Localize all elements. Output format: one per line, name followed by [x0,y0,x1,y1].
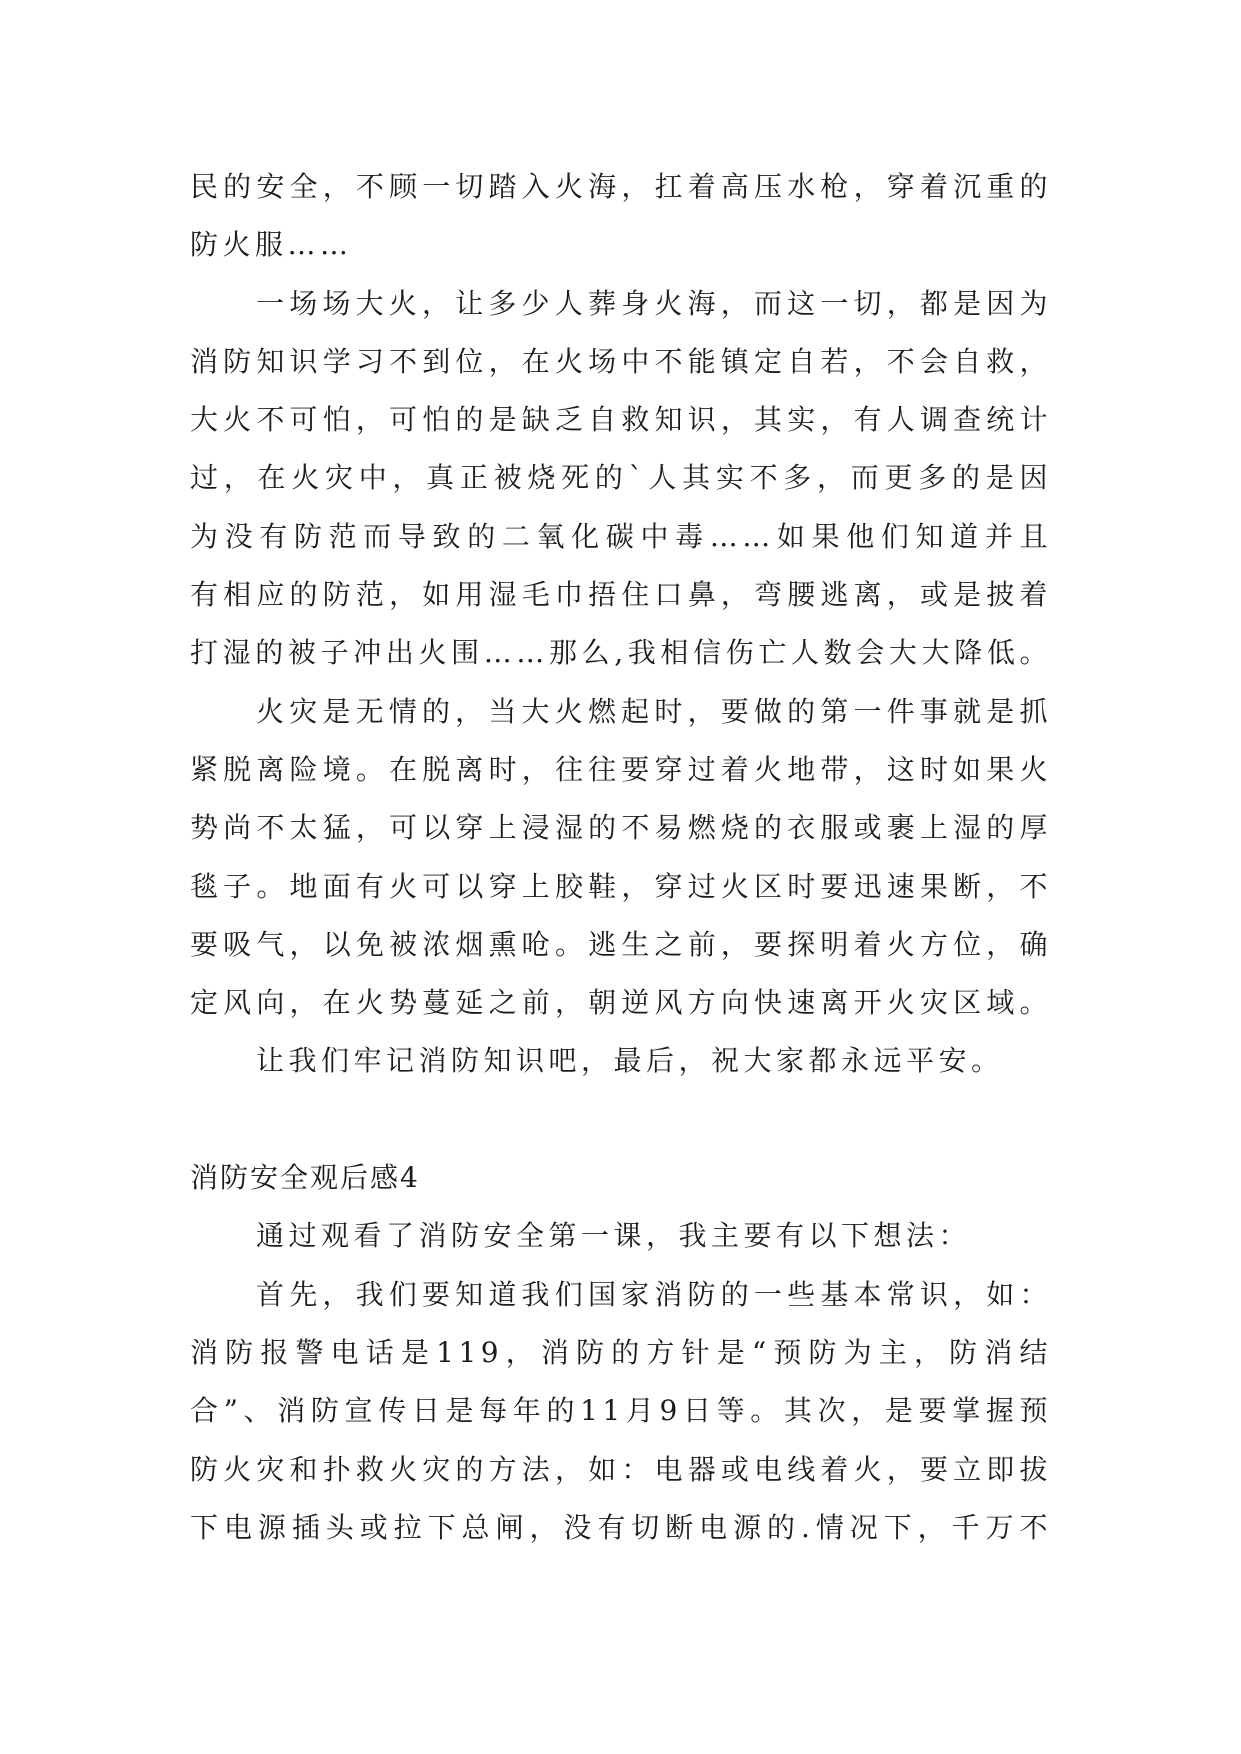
text-line: 毯子。地面有火可以穿上胶鞋，穿过火区时要迅速果断，不 [190,869,1052,903]
text-line: 定风向，在火势蔓延之前，朝逆风方向快速离开火灾区域。 [190,986,1052,1020]
text-line: 防火服…… [190,228,353,262]
text-line: 消防知识学习不到位，在火场中不能镇定自若，不会自救， [190,344,1052,378]
text-line: 紧脱离险境。在脱离时，往往要穿过着火地带，这时如果火 [190,752,1052,786]
text-line: 通过观看了消防安全第一课，我主要有以下想法： [256,1219,972,1253]
text-line: 火灾是无情的，当大火燃起时，要做的第一件事就是抓 [256,694,1052,728]
section-heading: 消防安全观后感4 [190,1161,420,1195]
document-body [190,158,1052,1557]
text-line: 一场场大火，让多少人葬身火海，而这一切，都是因为 [256,286,1052,320]
text-line: 为没有防范而导致的二氧化碳中毒……如果他们知道并且 [190,519,1052,553]
text-line: 打湿的被子冲出火围……那么,我相信伤亡人数会大大降低。 [190,636,1052,670]
text-line: 消防报警电话是119，消防的方针是“预防为主，防消结 [190,1335,1052,1369]
text-line: 过，在火灾中，真正被烧死的`人其实不多，而更多的是因 [190,461,1052,495]
text-line: 防火灾和扑救火灾的方法，如：电器或电线着火，要立即拔 [190,1452,1052,1486]
text-line: 合”、消防宣传日是每年的11月9日等。其次，是要掌握预 [190,1394,1052,1428]
text-line: 让我们牢记消防知识吧，最后，祝大家都永远平安。 [256,1044,1004,1078]
text-line: 大火不可怕，可怕的是缺乏自救知识，其实，有人调查统计 [190,403,1052,437]
text-line: 要吸气，以免被浓烟熏呛。逃生之前，要探明着火方位，确 [190,927,1052,961]
text-line: 下电源插头或拉下总闸，没有切断电源的.情况下，千万不 [190,1510,1052,1544]
text-line: 势尚不太猛，可以穿上浸湿的不易燃烧的衣服或裹上湿的厚 [190,811,1052,845]
text-line: 有相应的防范，如用湿毛巾捂住口鼻，弯腰逃离，或是披着 [190,578,1052,612]
text-line: 民的安全，不顾一切踏入火海，扛着高压水枪，穿着沉重的 [190,170,1052,203]
blank-line [190,1091,1052,1149]
text-line: 首先，我们要知道我们国家消防的一些基本常识，如： [256,1277,1052,1311]
